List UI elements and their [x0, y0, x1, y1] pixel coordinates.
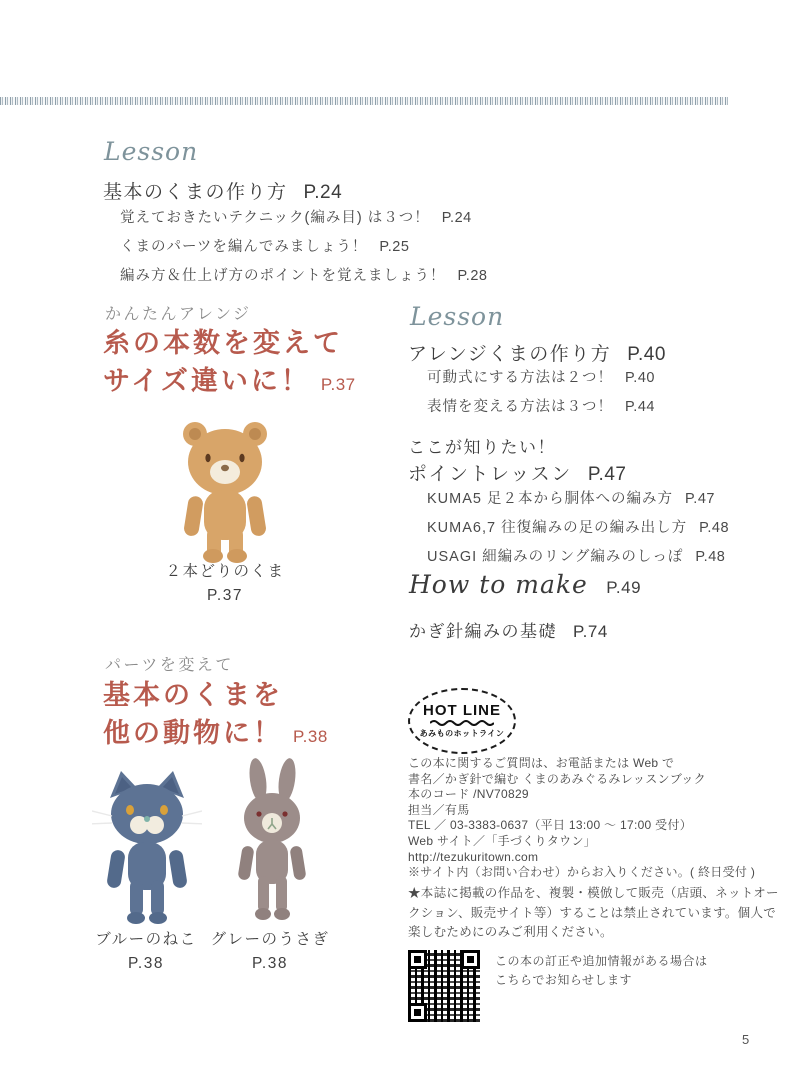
toc-item: USAGI 細編みのリング編みのしっぽ P.48 [427, 549, 726, 565]
contact-info: この本に関するご質問は、お電話または Web で 書名／かぎ針で編む くまのあみぐるみレッスンブック 本のコード /NV70829 担当／有馬 TEL ／ 03-3383-0637（平日 13:00 ～ 17:00 受付） Web サイト／「手づくりタウン」 http://tezukuritown.com ※サイト内（お問い合わせ）からお入りください。( 終日受付 ) [408, 756, 756, 880]
hotline-title: HOT LINE [423, 702, 501, 719]
toc-item: 編み方＆仕上げ方のポイントを覚えましょう！ P.28 [120, 268, 488, 284]
toc-item: 表情を変える方法は３つ！ P.44 [427, 399, 655, 415]
arrange-animals-page: P.38 [293, 727, 328, 746]
hotline-subtitle: あみものホットライン [419, 729, 505, 738]
qr-finder-pattern [461, 950, 480, 969]
hotline-wave-icon [430, 718, 494, 726]
bear-caption: ２本どりのくま P.37 [165, 563, 285, 604]
bear-illustration [160, 412, 290, 564]
point-lesson-title: ポイントレッスン P.47 [408, 464, 627, 485]
qr-note: この本の訂正や追加情報がある場合は こちらでお知らせします [495, 954, 708, 987]
toc-item: 可動式にする方法は２つ！ P.40 [427, 370, 655, 386]
arrange-size-page: P.37 [320, 375, 356, 394]
lesson-basic-script-heading: Lesson [104, 137, 199, 166]
cat-illustration [92, 768, 202, 926]
lesson-basic-title-page: P.24 [303, 182, 343, 203]
arrange-animals-title-line2: 他の動物に！ P.38 [103, 718, 328, 748]
point-lesson-lead: ここが知りたい！ [408, 438, 556, 457]
basics-title: かぎ針編みの基礎 P.74 [409, 622, 608, 641]
rabbit-caption: グレーのうさぎ P.38 [210, 931, 330, 972]
rabbit-photo [226, 756, 321, 933]
arrange-size-kicker: かんたんアレンジ [105, 306, 252, 323]
arrange-animals-title-line1: 基本のくまを [103, 680, 283, 710]
qr-finder-pattern [408, 950, 427, 969]
page-number: 5 [742, 1032, 750, 1047]
arrange-size-title-line1: 糸の本数を変えて [103, 328, 343, 358]
lesson-arrange-title: アレンジくまの作り方 P.40 [408, 344, 666, 365]
toc-item: KUMA5 足２本から胴体への編み方 P.47 [427, 491, 715, 507]
lesson-basic-title-text: 基本のくまの作り方 [103, 182, 288, 203]
lesson-arrange-script-heading: Lesson [410, 302, 505, 331]
rabbit-illustration [226, 756, 321, 928]
bear-photo [160, 412, 290, 569]
decorative-stitch-border [0, 97, 728, 105]
qr-code [408, 950, 480, 1022]
how-to-make-heading [409, 570, 641, 599]
how-to-make-page: P.49 [606, 578, 642, 597]
lesson-basic-title [103, 177, 342, 204]
arrange-size-title-line2: サイズ違いに！ P.37 [103, 366, 356, 396]
how-to-make-script: How to make [409, 570, 588, 599]
lesson-arrange-items [427, 364, 655, 422]
cat-photo [92, 768, 202, 931]
qr-finder-pattern [408, 1003, 427, 1022]
hotline-logo [408, 688, 516, 754]
toc-item: KUMA6,7 往復編みの足の編み出し方 P.48 [427, 520, 730, 536]
contact-url: http://tezukuritown.com [408, 849, 539, 864]
arrange-animals-kicker: パーツを変えて [105, 657, 234, 674]
copyright-notice: ★本誌に掲載の作品を、複製・模倣して販売（店頭、ネットオークション、販売サイト等）することは禁止されています。個人で楽しむためにのみご利用ください。 [408, 886, 779, 939]
point-lesson-items [427, 485, 729, 572]
toc-item: くまのパーツを編んでみましょう！ P.25 [120, 239, 410, 255]
toc-item: 覚えておきたいテクニック(編み目) は３つ！ P.24 [120, 210, 472, 226]
cat-caption: ブルーのねこ P.38 [95, 931, 197, 972]
lesson-basic-items [120, 204, 487, 291]
